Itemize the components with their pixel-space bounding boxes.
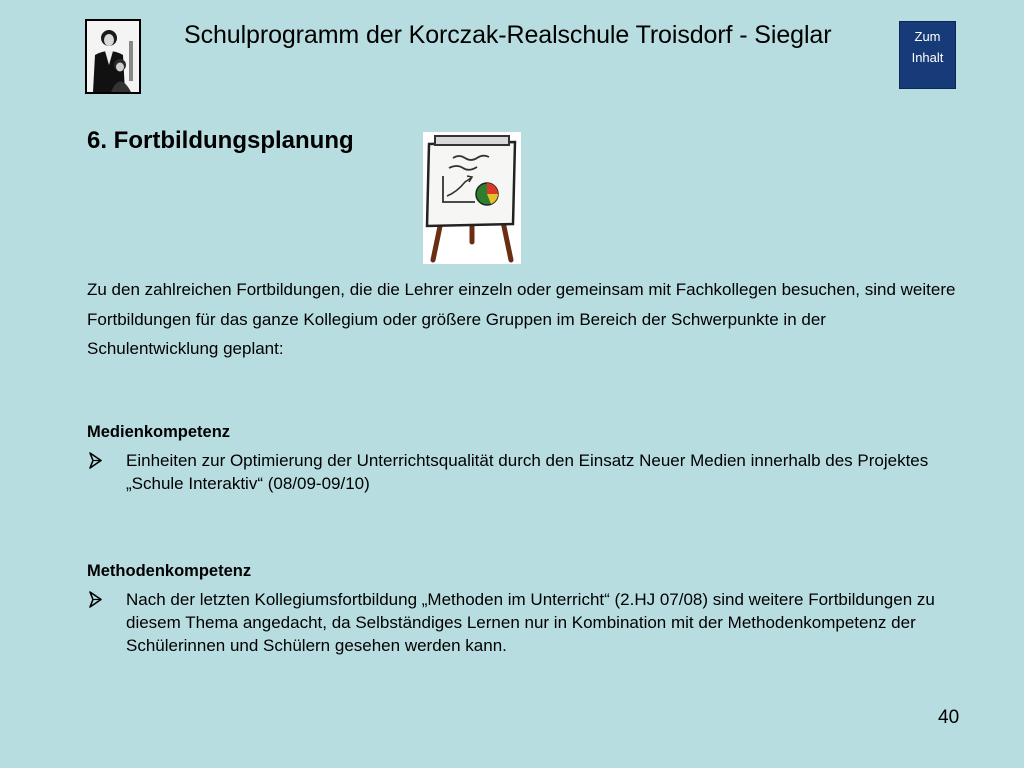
- page-title: 6. Fortbildungsplanung: [87, 127, 354, 154]
- easel-illustration: [423, 132, 521, 264]
- page-header-title: Schulprogramm der Korczak-Realschule Troisdorf - Sieglar: [184, 21, 832, 49]
- list-item: [87, 449, 957, 495]
- arrow-bullet-icon: [87, 449, 107, 472]
- portrait-photo-icon: [87, 21, 139, 92]
- page-number: 40: [938, 707, 960, 728]
- school-logo: [85, 19, 141, 94]
- zum-inhalt-button[interactable]: [899, 21, 956, 89]
- arrow-bullet-icon: [87, 588, 107, 611]
- list-item: [87, 588, 957, 657]
- section-title-methodenkompetenz: Methodenkompetenz: [87, 562, 252, 580]
- section-title-medienkompetenz: Medienkompetenz: [87, 423, 231, 441]
- bullet-text: Einheiten zur Optimierung der Unterrichtsqualität durch den Einsatz Neuer Medien innerhalb des Projektes „Schule Interaktiv“ (08/09-09/10): [126, 451, 929, 493]
- nav-button-label-1: Zum: [914, 29, 941, 44]
- bullet-text: Nach der letzten Kollegiumsfortbildung „Methoden im Unterricht“ (2.HJ 07/08) sind weitere Fortbildungen zu diesem Thema angedacht, da Selbständiges Lernen nur in Kombination mit der Methodenkompetenz der Schülerinnen und Schülern gesehen werden kann.: [126, 590, 935, 655]
- intro-paragraph: Zu den zahlreichen Fortbildungen, die die Lehrer einzeln oder gemeinsam mit Fachkollegen besuchen, sind weitere Fortbildungen für das ganze Kollegium oder größere Gruppen im Bereich der Schwerpunkte in der Schulentwicklung geplant:: [87, 280, 956, 358]
- nav-button-label-2: Inhalt: [911, 50, 944, 65]
- easel-chart-icon: [423, 132, 521, 264]
